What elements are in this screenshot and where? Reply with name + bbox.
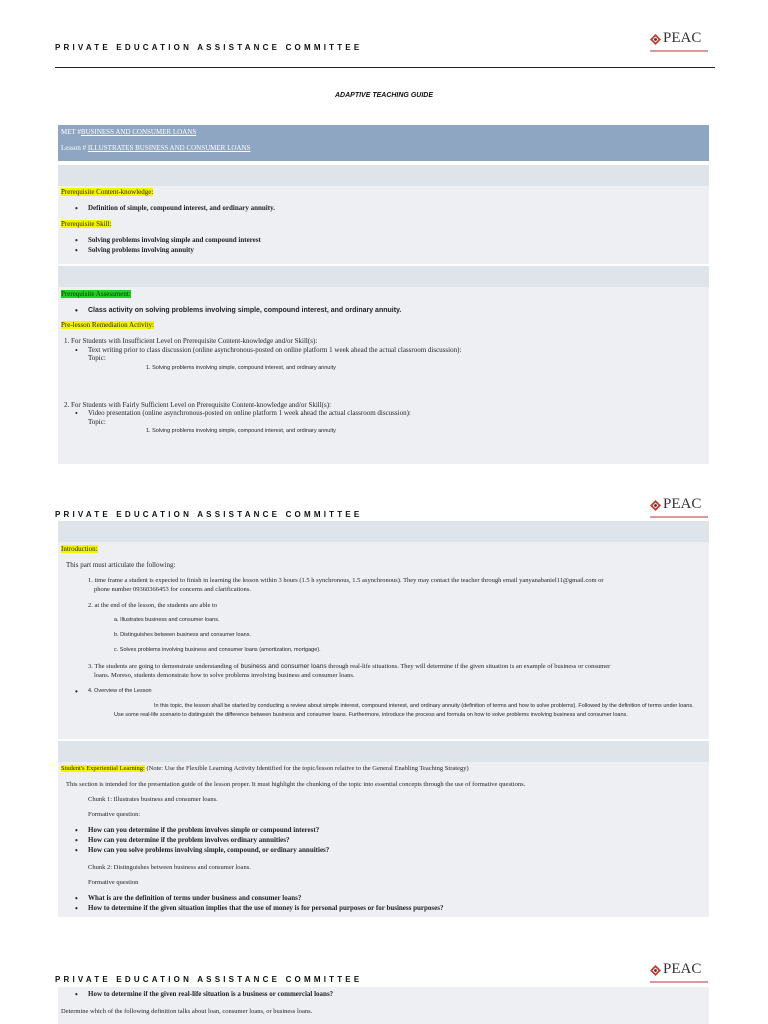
peac-logo-text: PEAC — [663, 961, 702, 977]
intro-item-4: • 4. Overview of the Lesson — [88, 687, 152, 696]
objective-c: c. Solves problems involving business and consumer loans (amortization, mortgage). — [114, 647, 321, 653]
peac-logo-text: PEAC — [663, 30, 702, 46]
peac-diamond-icon — [650, 33, 661, 44]
formative-question: • How can you determine if the problem involves simple or compound interest? — [88, 826, 319, 835]
met-banner — [58, 125, 709, 161]
experiential-heading: Student's Experiential Learning: (Note: Use the Flexible Learning Activity Identified for the topic/lesson relative to the General Enabling Teaching Strategy) — [61, 765, 469, 772]
experiential-section — [58, 762, 709, 917]
topic-item: 1. Solving problems involving simple, compound interest, and ordinary annuity — [146, 365, 336, 371]
objective-b: b. Distinguishes between business and consumer loans. — [114, 632, 251, 638]
section-spacer-1 — [58, 165, 709, 186]
chunk-1: Chunk 1: Illustrates business and consumer loans. — [88, 796, 218, 803]
topic-label: Topic: — [88, 418, 106, 426]
assessment-item: • Class activity on solving problems involving simple, compound interest, and ordinary annuity. — [88, 306, 401, 315]
intro-item-2: 2. at the end of the lesson, the students are able to — [88, 602, 218, 609]
intro-item-1: 1. time frame a student is expected to finish in learning the lesson within 3 hours (1.5 h synchronous, 1.5 asynchronous). They may contact the teacher through email yanyanabaniel11@gmail.com or — [88, 577, 604, 584]
section-spacer-3 — [58, 521, 709, 542]
introduction-label: Introduction: — [61, 545, 98, 553]
org-header: PRIVATE EDUCATION ASSISTANCE COMMITTEE — [55, 43, 363, 52]
page3-lead: Determine which of the following definition talks about loan, consumer loans, or business loans. — [61, 1008, 313, 1015]
formative-question: • How can you solve problems involving simple, compound, or ordinary annuities? — [88, 846, 329, 855]
org-header: PRIVATE EDUCATION ASSISTANCE COMMITTEE — [55, 975, 363, 984]
experiential-lead: This section is intended for the presentation guide of the lesson proper. It must highlight the chunking of the topic into essential concepts through the use of formative questions. — [66, 781, 526, 788]
intro-item-3: 3. The students are going to demonstrate understanding of business and consumer loans through real-life situations. They will determine if the given situation is an example of business or consumer — [88, 663, 611, 670]
prereq-content-item: • Definition of simple, compound interest, and ordinary annuity. — [88, 204, 275, 213]
assessment-label: Prerequisite Assessment: — [61, 290, 131, 298]
topic-item: 1. Solving problems involving simple, compound interest, and ordinary annuity — [146, 428, 336, 434]
peac-diamond-icon — [650, 499, 661, 510]
insufficient-bullet: • Text writing prior to class discussion (online asynchronous-posted on online platform 1 week ahead the actual classroom discussion): — [88, 346, 461, 355]
prerequisite-section — [58, 186, 709, 264]
peac-logo — [650, 961, 701, 978]
prereq-skill-item: • Solving problems involving annuity — [88, 246, 194, 255]
intro-item-3-cont: loans. Moreso, students demonstrate how to solve problems involving business and consumer loans. — [94, 672, 355, 679]
formative-question: • How to determine if the given situation implies that the use of money is for personal purposes or for business purposes? — [88, 904, 443, 913]
intro-item-1-cont: phone number 09360366453 for concerns and clarifications. — [94, 586, 251, 593]
peac-logo-text: PEAC — [663, 496, 702, 512]
formative-question: • How can you determine if the problem involves ordinary annuities? — [88, 836, 290, 845]
prereq-content-label: Prerequisite Content-knowledge: — [61, 188, 154, 196]
formative-question: • How to determine if the given real-life situation is a business or commercial loans? — [88, 990, 333, 999]
introduction-section — [58, 542, 709, 739]
met-line: MET #BUSINESS AND CONSUMER LOANS — [61, 128, 197, 136]
formative-question-label: Formative question: — [88, 811, 141, 818]
insufficient-level: 1. For Students with Insufficient Level on Prerequisite Content-knowledge and/or Skill(s): — [64, 337, 318, 345]
lesson-overview: In this topic, the lesson shall be started by conducting a review about simple interest, compound interest, and ordinary annuity (definition of terms and how to solve problems). Followed by the definition of terms under loans. Use some real-life scenario to distinguish the difference between business and consumer loans. Furthermore, introduce the process and formula on how to solve problems involving business and consumer loans. — [114, 703, 694, 718]
peac-diamond-icon — [650, 964, 661, 975]
section-spacer-2 — [58, 266, 709, 287]
chunk-2: Chunk 2: Distinguishes between business and consumer loans. — [88, 864, 251, 871]
prereq-skill-item: • Solving problems involving simple and compound interest — [88, 236, 261, 245]
org-header: PRIVATE EDUCATION ASSISTANCE COMMITTEE — [55, 510, 363, 519]
remediation-label: Pre-lesson Remediation Activity: — [61, 321, 154, 329]
formative-question: • What is are the definition of terms under business and consumer loans? — [88, 894, 301, 903]
lesson-line: Lesson # ILLUSTRATES BUSINESS AND CONSUMER LOANS — [61, 144, 251, 152]
prereq-skill-label: Prerequisite Skill: — [61, 220, 112, 228]
section-spacer-4 — [58, 741, 709, 762]
formative-question-label: Formative question — [88, 879, 139, 886]
peac-logo — [650, 496, 701, 513]
page3-section — [58, 987, 709, 1024]
introduction-lead: This part must articulate the following: — [66, 561, 176, 569]
fairly-bullet: • Video presentation (online asynchronous-posted on online platform 1 week ahead the actual classroom discussion): — [88, 409, 411, 418]
experiential-label: Student's Experiential Learning: — [61, 765, 145, 772]
fairly-level: 2. For Students with Fairly Sufficient Level on Prerequisite Content-knowledge and/or Skill(s): — [64, 401, 332, 409]
document-title: ADAPTIVE TEACHING GUIDE — [334, 92, 433, 99]
peac-logo — [650, 30, 701, 47]
objective-a: a. Illustrates business and consumer loans. — [114, 617, 220, 623]
topic-label: Topic: — [88, 354, 106, 362]
assessment-section — [58, 287, 709, 464]
header-divider — [55, 67, 715, 68]
